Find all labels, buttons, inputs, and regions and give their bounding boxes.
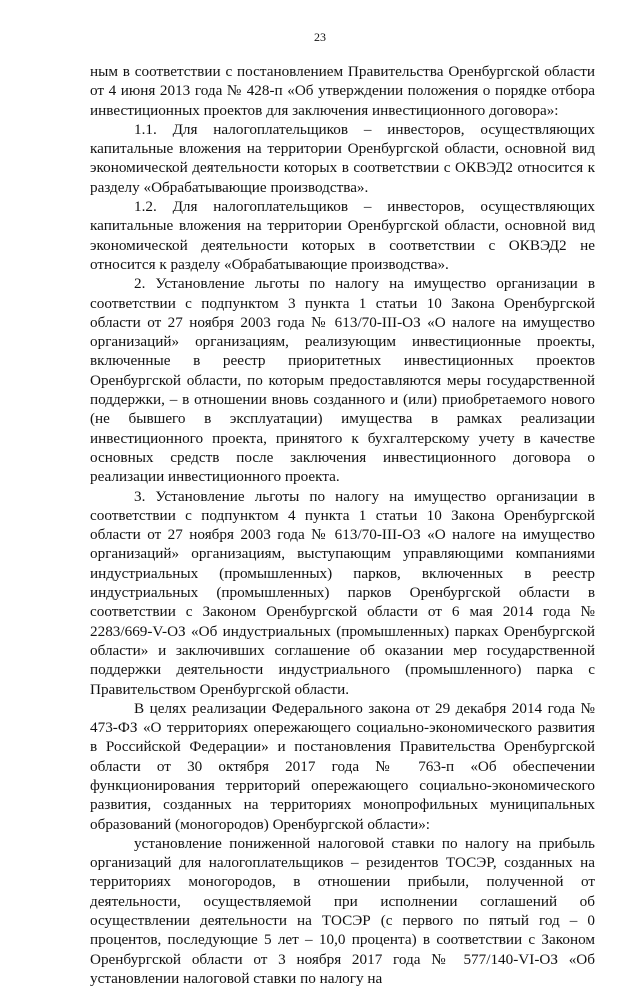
paragraph-1-2: 1.2. Для налогоплательщиков – инвесторов, осуществляющих капитальные вложения на территории Оренбургской области, основной вид экономической деятельности которых в соответствии с ОКВЭД2 не относится к разделу «Обрабатывающие производства». bbox=[90, 198, 595, 273]
paragraph-tosor-intro: В целях реализации Федерального закона от 29 декабря 2014 года № 473-ФЗ «О территориях опережающего социально-экономического развития в Российской Федерации» и постановления Правительства Оренбургской области от 30 октября 2017 года № 763-п «Об обеспечении функционирования территорий опережающего социально-экономического развития, созданных на территориях монопрофильных муниципальных образований (моногородов) Оренбургской области»: bbox=[90, 699, 595, 833]
page-number: 23 bbox=[314, 30, 326, 44]
paragraph-2: 2. Установление льготы по налогу на имущество организации в соответствии с подпунктом 3 пункта 1 статьи 10 Закона Оренбургской области от 27 ноября 2003 года № 613/70-III-ОЗ «О налоге на имущество организаций» организациям, реализующим инвестиционные проекты, включенные в реестр приоритетных инвестиционных проектов Оренбургской области, по которым предоставляются меры государственной поддержки, – в отношении вновь созданного и (или) приобретаемого нового (не бывшего в эксплуатации) имущества в рамках реализации инвестиционного проекта, принятого к бухгалтерскому учету в качестве основных средств после заключения инвестиционного договора о реализации инвестиционного проекта. bbox=[90, 275, 595, 486]
document-body bbox=[90, 62, 595, 988]
paragraph-continuation: ным в соответствии с постановлением Правительства Оренбургской области от 4 июня 2013 года № 428-п «Об утверждении положения о порядке отбора инвестиционных проектов для заключения инвестиционного договора»: bbox=[90, 63, 595, 119]
paragraph-1-1: 1.1. Для налогоплательщиков – инвесторов, осуществляющих капитальные вложения на территории Оренбургской области, основной вид экономической деятельности которых в соответствии с ОКВЭД2 относится к разделу «Обрабатывающие производства». bbox=[90, 120, 595, 196]
paragraph-3: 3. Установление льготы по налогу на имущество организации в соответствии с подпунктом 4 пункта 1 статьи 10 Закона Оренбургской области от 27 ноября 2003 года № 613/70-III-ОЗ «О налоге на имущество организаций» организациям, выступающим управляющими компаниями индустриальных (промышленных) парков, включенных в реестр индустриальных (промышленных) парков Оренбургской области в соответствии с Законом Оренбургской области от 6 мая 2014 года № 2283/669-V-ОЗ «Об индустриальных (промышленных) парках Оренбургской области» и заключивших соглашение об оказании мер государственной поддержки деятельности индустриального (промышленного) парка с Правительством Оренбургской области. bbox=[90, 487, 595, 698]
paragraph-reduced-rate: установление пониженной налоговой ставки по налогу на прибыль организаций для налогоплательщиков – резидентов ТОСЭР, созданных на территориях моногородов, в отношении прибыли, полученной от деятельности, осуществляемой при исполнении соглашений об осуществлении деятельности на ТОСЭР (с первого по пятый год – 0 процентов, последующие 5 лет – 10,0 процента) в соответствии с Законом Оренбургской области от 3 ноября 2017 года № 577/140-VI-ОЗ «Об установлении налоговой ставки по налогу на bbox=[90, 834, 595, 987]
